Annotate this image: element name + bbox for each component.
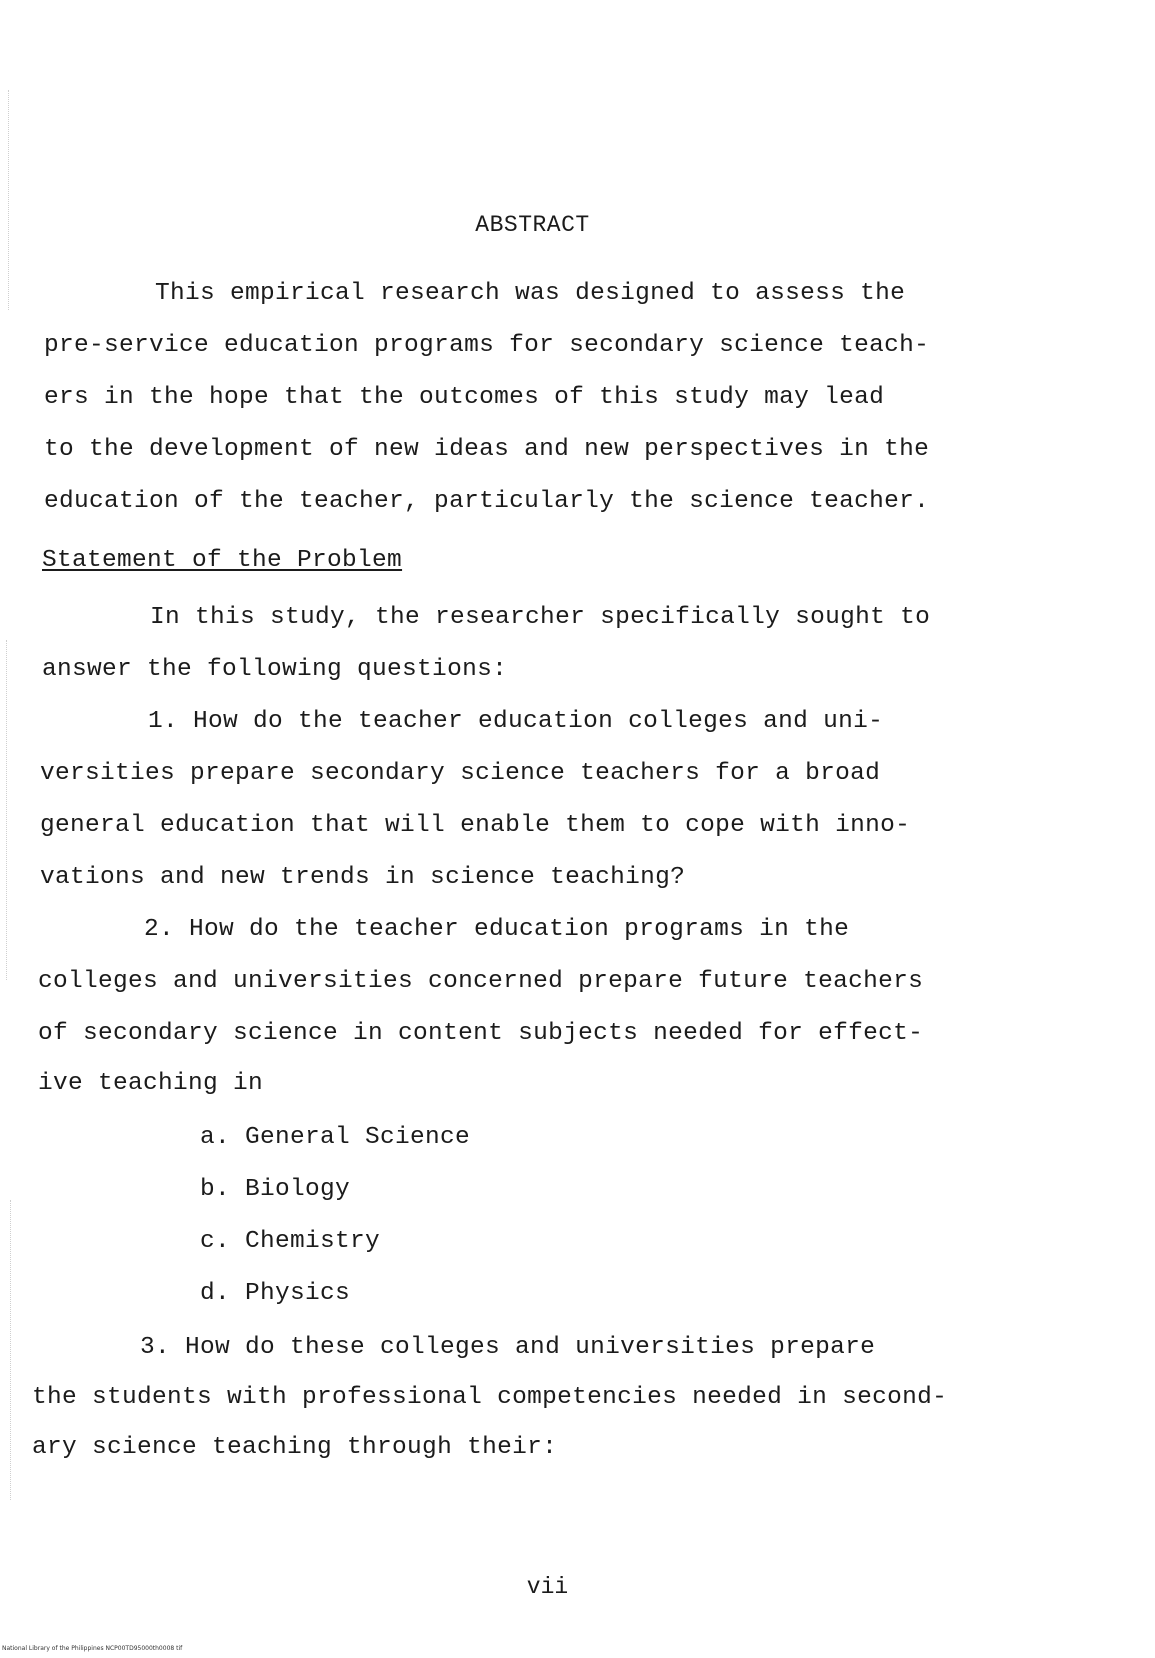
question-line: of secondary science in content subjects needed for effect- <box>38 1020 924 1047</box>
list-item: c. Chemistry <box>200 1228 381 1255</box>
list-item: b. Biology <box>200 1176 351 1203</box>
scan-speckle <box>10 1200 13 1500</box>
question-line: the students with professional competencies needed in second- <box>32 1384 948 1411</box>
archive-stamp: National Library of the Philippines NCP00TD95000th0008 tif <box>2 1645 183 1652</box>
question-line: versities prepare secondary science teachers for a broad <box>40 760 881 787</box>
abstract-line: education of the teacher, particularly the science teacher. <box>44 488 930 515</box>
list-item: d. Physics <box>200 1280 351 1307</box>
scan-speckle <box>6 640 9 980</box>
abstract-line: to the development of new ideas and new perspectives in the <box>44 436 930 463</box>
list-item: a. General Science <box>200 1124 471 1151</box>
question-line: ary science teaching through their: <box>32 1434 558 1461</box>
abstract-line: ers in the hope that the outcomes of this study may lead <box>44 384 885 411</box>
page-number: vii <box>526 1574 569 1600</box>
question-line: colleges and universities concerned prepare future teachers <box>38 968 924 995</box>
question-line: 3. How do these colleges and universities prepare <box>140 1334 876 1361</box>
page-title: ABSTRACT <box>475 212 590 238</box>
abstract-line: pre-service education programs for secondary science teach- <box>44 332 930 359</box>
scan-speckle <box>8 90 11 310</box>
question-line: general education that will enable them to cope with inno- <box>40 812 911 839</box>
section-heading: Statement of the Problem <box>42 547 403 574</box>
body-line: answer the following questions: <box>42 656 508 683</box>
abstract-line: This empirical research was designed to assess the <box>155 280 906 307</box>
body-line: In this study, the researcher specifically sought to <box>150 604 931 631</box>
question-line: 2. How do the teacher education programs in the <box>144 916 850 943</box>
question-line: 1. How do the teacher education colleges and uni- <box>148 708 884 735</box>
question-line: ive teaching in <box>38 1070 264 1097</box>
question-line: vations and new trends in science teaching? <box>40 864 686 891</box>
